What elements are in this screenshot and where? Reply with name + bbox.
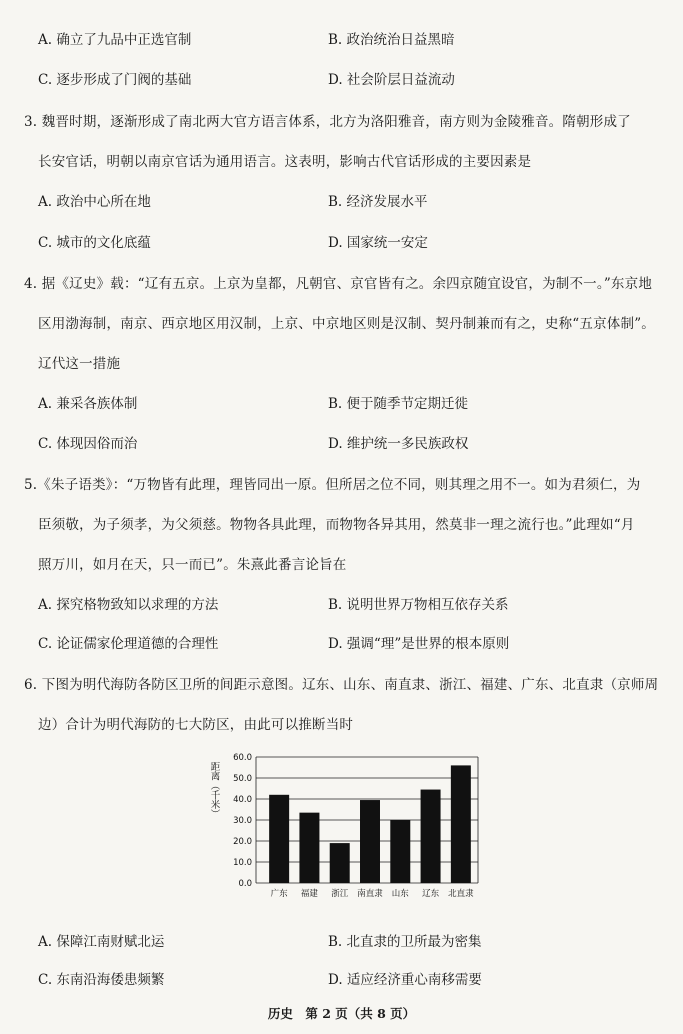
q2-option-d: D. 社会阶层日益流动 — [328, 72, 455, 88]
q5-option-a: A. 探究格物致知以求理的方法 — [38, 597, 219, 613]
chart-bar-1 — [299, 813, 319, 883]
chart-x-tick-label: 南直隶 — [357, 889, 383, 899]
chart-y-tick-label: 60.0 — [233, 753, 252, 763]
chart-x-tick-label: 浙江 — [331, 889, 349, 899]
chart-x-tick-label: 广东 — [270, 889, 288, 899]
chart-x-tick-label: 山东 — [391, 889, 409, 899]
q2-option-c: C. 逐步形成了门阀的基础 — [38, 72, 192, 88]
q4-option-a: A. 兼采各族体制 — [38, 396, 138, 412]
chart-bar-2 — [330, 843, 350, 883]
q3-option-d: D. 国家统一安定 — [328, 235, 428, 251]
chart-bar-5 — [421, 790, 441, 883]
chart-y-tick-label: 50.0 — [233, 774, 252, 784]
q4-stem-line3: 辽代这一措施 — [38, 356, 121, 372]
q3-stem-line1: 3. 魏晋时期，逐渐形成了南北两大官方语言体系，北方为洛阳雅音，南方则为金陵雅音。隋朝形成了 — [24, 114, 631, 130]
page-footer: 历史 第 2 页（共 8 页） — [267, 1006, 416, 1021]
q6-stem-line1: 6. 下图为明代海防各防区卫所的间距示意图。辽东、山东、南直隶、浙江、福建、广东、北直隶（京师周 — [24, 677, 659, 693]
spacing-bar-chart — [200, 745, 490, 905]
q2-option-a: A. 确立了九品中正选官制 — [38, 32, 192, 48]
q5-option-c: C. 论证儒家伦理道德的合理性 — [38, 636, 219, 652]
q3-option-b: B. 经济发展水平 — [328, 194, 428, 210]
chart-y-axis-label: 距离（千米） — [208, 761, 220, 819]
chart-y-tick-label: 20.0 — [233, 837, 252, 847]
q5-option-b: B. 说明世界万物相互依存关系 — [328, 597, 509, 613]
q6-option-b: B. 北直隶的卫所最为密集 — [328, 934, 482, 950]
chart-bar-3 — [360, 800, 380, 883]
chart-x-tick-label: 辽东 — [422, 889, 440, 899]
q4-option-b: B. 便于随季节定期迁徙 — [328, 396, 469, 412]
q6-option-c: C. 东南沿海倭患频繁 — [38, 972, 165, 988]
q4-option-d: D. 维护统一多民族政权 — [328, 436, 469, 452]
chart-y-tick-label: 0.0 — [238, 879, 252, 889]
q4-stem-line2: 区用渤海制，南京、西京地区用汉制，上京、中京地区则是汉制、契丹制兼而有之，史称“五京体制”。 — [38, 316, 656, 332]
chart-bar-6 — [451, 765, 471, 883]
chart-x-tick-label: 福建 — [300, 889, 318, 899]
q6-option-d: D. 适应经济重心南移需要 — [328, 972, 482, 988]
q4-option-c: C. 体现因俗而治 — [38, 436, 138, 452]
q3-option-a: A. 政治中心所在地 — [38, 194, 151, 210]
chart-y-tick-label: 10.0 — [233, 858, 252, 868]
chart-bar-4 — [390, 820, 410, 883]
q3-option-c: C. 城市的文化底蕴 — [38, 235, 151, 251]
chart-x-tick-label: 北直隶 — [448, 889, 474, 899]
q6-option-a: A. 保障江南财赋北运 — [38, 934, 165, 950]
q2-option-b: B. 政治统治日益黑暗 — [328, 32, 455, 48]
q5-option-d: D. 强调“理”是世界的根本原则 — [328, 636, 510, 652]
chart-y-tick-label: 40.0 — [233, 795, 252, 805]
q3-stem-line2: 长安官话，明朝以南京官话为通用语言。这表明，影响古代官话形成的主要因素是 — [38, 154, 532, 170]
chart-bar-0 — [269, 795, 289, 883]
q5-stem-line3: 照万川，如月在天，只一而已”。朱熹此番言论旨在 — [38, 557, 347, 573]
q6-stem-line2: 边）合计为明代海防的七大防区，由此可以推断当时 — [38, 717, 354, 733]
q5-stem-line2: 臣须敬，为子须孝，为父须慈。物物各具此理，而物物各异其用，然莫非一理之流行也。”此理如“月 — [38, 517, 635, 533]
q4-stem-line1: 4. 据《辽史》载：“辽有五京。上京为皇都，凡朝官、京官皆有之。余四京随宜设官，为制不一。”东京地 — [24, 276, 653, 292]
q5-stem-line1: 5.《朱子语类》：“万物皆有此理，理皆同出一原。但所居之位不同，则其理之用不一。如为君须仁，为 — [24, 477, 641, 493]
chart-y-tick-label: 30.0 — [233, 816, 252, 826]
